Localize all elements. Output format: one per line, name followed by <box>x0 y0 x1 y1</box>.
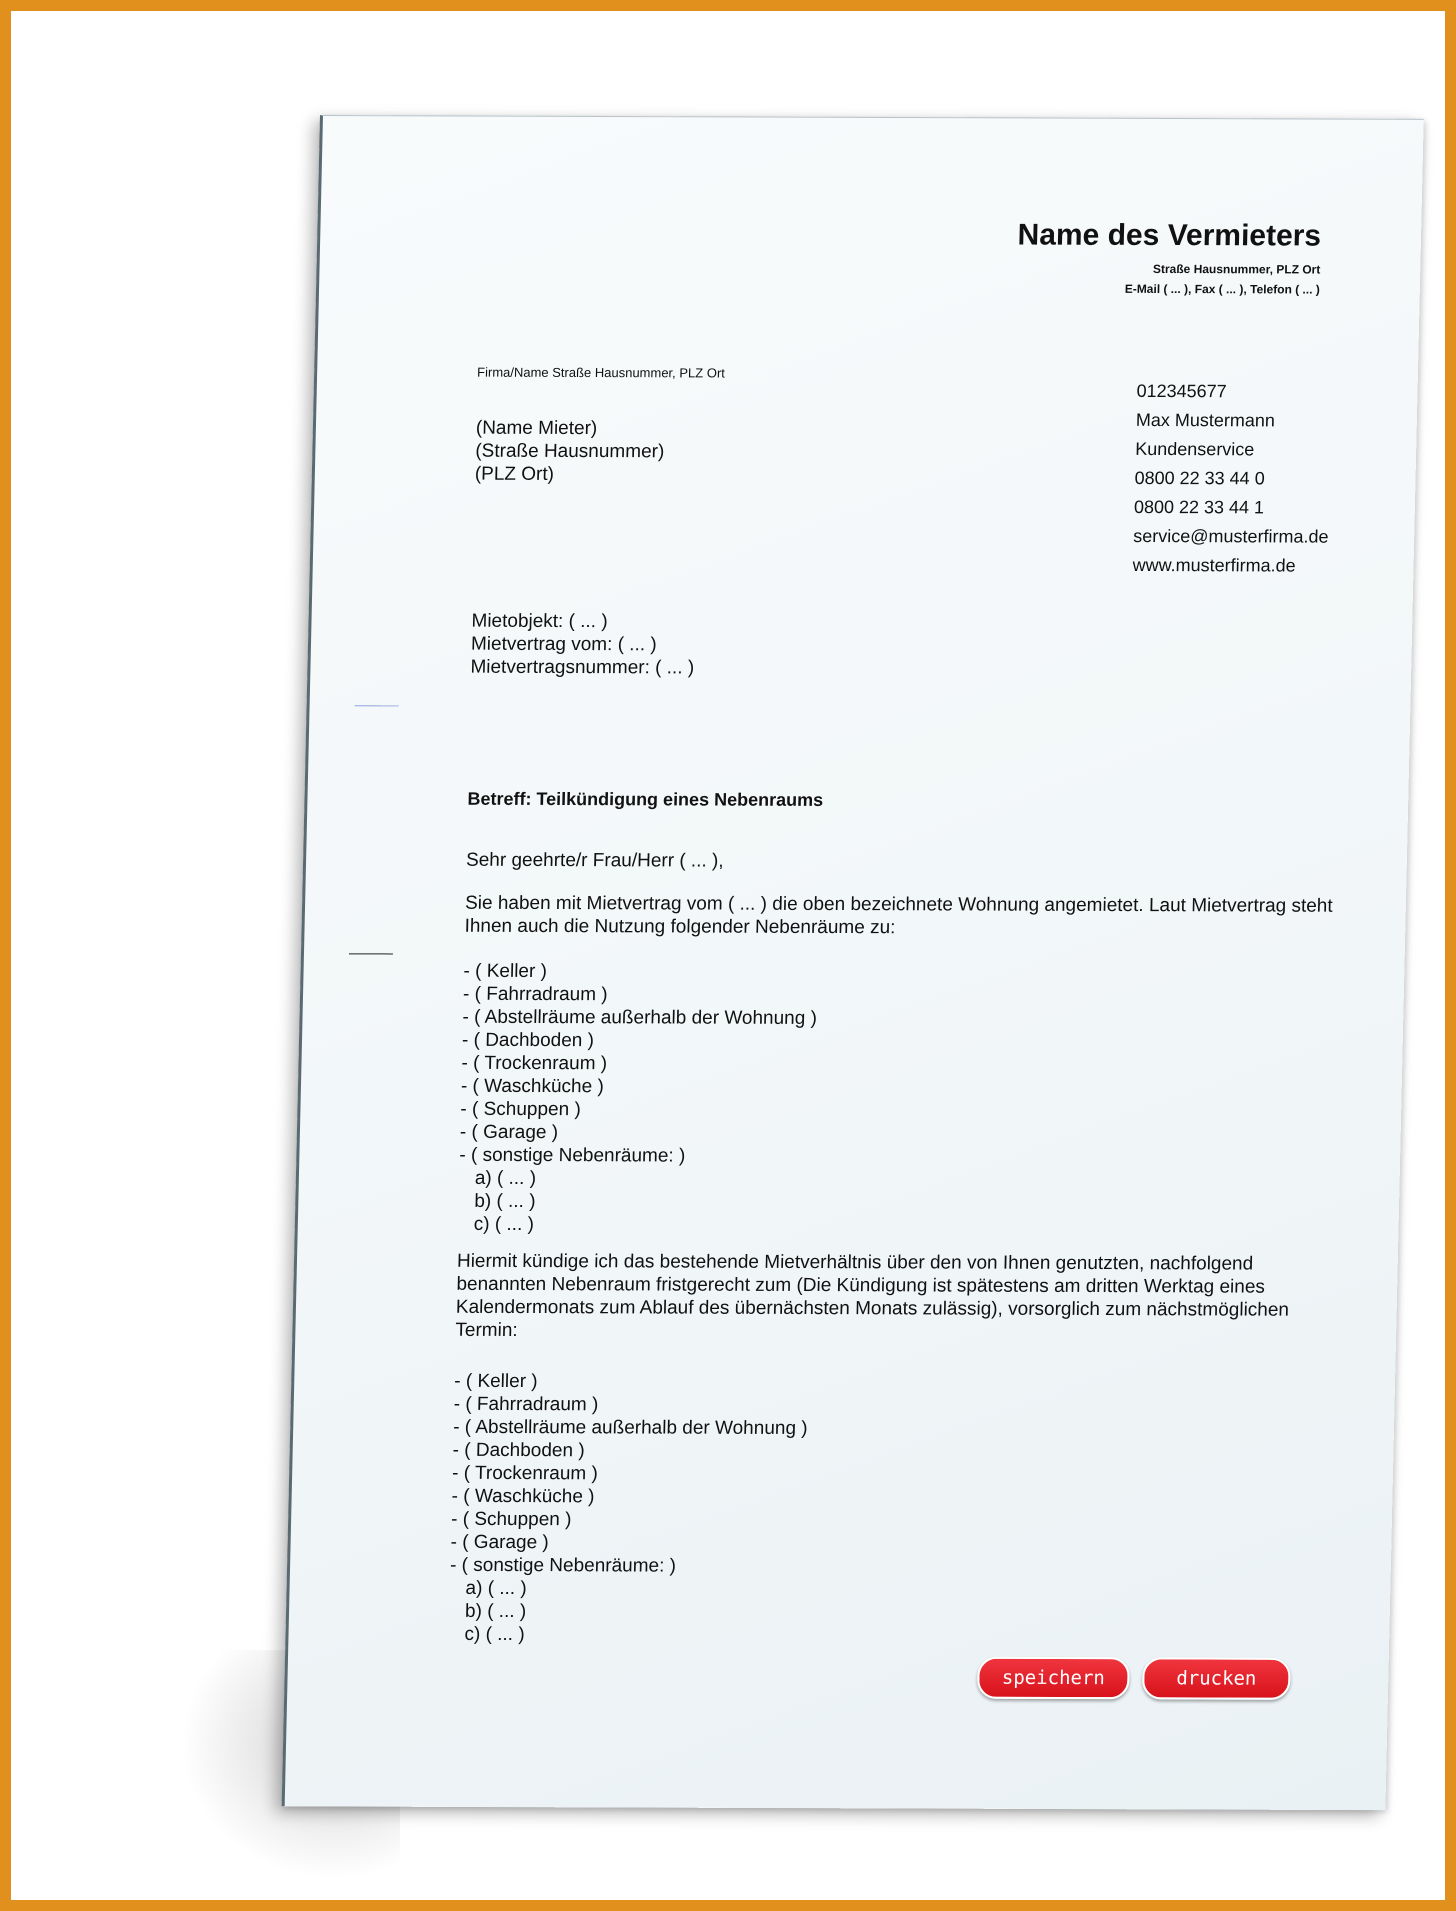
contact-line: Max Mustermann <box>1135 409 1276 431</box>
paragraph-line: Hiermit kündige ich das bestehende Mietverhältnis über den von Ihnen genutzten, nachfolgend <box>456 1250 1254 1275</box>
paragraph-line: Sie haben mit Mietvertrag vom ( ... ) die oben bezeichnete Wohnung angemietet. Laut Mietvertrag steht <box>464 892 1333 917</box>
list-subitem: c) ( ... ) <box>473 1213 535 1236</box>
list-item: - ( Waschküche ) <box>460 1075 605 1098</box>
list-item: - ( Keller ) <box>454 1370 538 1393</box>
list-item: - ( sonstige Nebenräume: ) <box>459 1144 686 1167</box>
rooms-list-termination <box>448 1370 809 1647</box>
intro-paragraph <box>464 892 1333 941</box>
list-subitem: b) ( ... ) <box>464 1600 527 1623</box>
contact-line: 0800 22 33 44 1 <box>1133 496 1265 518</box>
salutation: Sehr geehrte/r Frau/Herr ( ... ), <box>465 849 724 872</box>
contact-line: 012345677 <box>1136 380 1227 402</box>
reference-line: Mietobjekt: ( ... ) <box>471 610 608 633</box>
fold-mark <box>349 953 393 954</box>
list-subitem: a) ( ... ) <box>465 1577 528 1600</box>
list-item: - ( Abstellräume außerhalb der Wohnung ) <box>452 1416 808 1440</box>
paragraph-line: Termin: <box>455 1319 518 1342</box>
rooms-list <box>458 960 819 1237</box>
paragraph-line: Kalendermonats zum Ablauf des übernächsten Monats zulässig), vorsorglich zum nächstmöglichen <box>455 1296 1290 1321</box>
list-item: - ( Fahrradraum ) <box>453 1393 599 1416</box>
contact-line: Kundenservice <box>1135 438 1255 460</box>
list-item: - ( Keller ) <box>463 960 548 983</box>
list-item: - ( Dachboden ) <box>461 1029 595 1052</box>
reference-block <box>470 610 695 680</box>
recipient-line: (PLZ Ort) <box>474 463 555 485</box>
list-item: - ( Waschküche ) <box>451 1485 595 1508</box>
list-item: - ( sonstige Nebenräume: ) <box>449 1554 677 1577</box>
save-button[interactable]: speichern <box>977 1657 1130 1700</box>
subject-line: Betreff: Teilkündigung eines Nebenraums <box>467 788 824 810</box>
recipient-line: (Straße Hausnummer) <box>475 440 665 463</box>
return-address: Firma/Name Straße Hausnummer, PLZ Ort <box>476 364 726 381</box>
list-item: - ( Dachboden ) <box>452 1439 585 1462</box>
fold-mark <box>355 705 399 706</box>
reference-line: Mietvertrag vom: ( ... ) <box>470 633 657 656</box>
contact-block <box>1132 377 1332 581</box>
list-item: - ( Trockenraum ) <box>451 1462 599 1485</box>
print-button[interactable]: drucken <box>1142 1657 1291 1700</box>
paragraph-line: benannten Nebenraum fristgerecht zum (Die Kündigung ist spätestens am dritten Werktag eines <box>456 1273 1266 1298</box>
sender-contact-line: E-Mail ( ... ), Fax ( ... ), Telefon ( ... ) <box>1124 281 1321 297</box>
list-subitem: c) ( ... ) <box>464 1623 525 1646</box>
paragraph-line: Ihnen auch die Nutzung folgender Nebenräume zu: <box>464 915 896 939</box>
letter-page <box>282 115 1424 1810</box>
list-subitem: a) ( ... ) <box>474 1167 537 1190</box>
list-item: - ( Garage ) <box>450 1531 550 1554</box>
contact-line: service@musterfirma.de <box>1133 525 1329 547</box>
sender-address: Straße Hausnummer, PLZ Ort <box>1152 261 1321 277</box>
recipient-address <box>475 417 666 487</box>
list-item: - ( Fahrradraum ) <box>462 983 608 1006</box>
list-item: - ( Abstellräume außerhalb der Wohnung ) <box>462 1006 818 1029</box>
list-item: - ( Trockenraum ) <box>461 1052 608 1075</box>
recipient-line: (Name Mieter) <box>475 417 598 440</box>
termination-paragraph <box>455 1250 1290 1345</box>
contact-line: www.musterfirma.de <box>1132 554 1296 576</box>
sender-name: Name des Vermieters <box>1017 218 1322 253</box>
list-item: - ( Schuppen ) <box>460 1098 582 1121</box>
list-item: - ( Garage ) <box>459 1121 559 1144</box>
list-item: - ( Schuppen ) <box>450 1508 572 1531</box>
contact-line: 0800 22 33 44 0 <box>1134 467 1265 489</box>
reference-line: Mietvertragsnummer: ( ... ) <box>470 656 695 679</box>
list-subitem: b) ( ... ) <box>474 1190 536 1213</box>
